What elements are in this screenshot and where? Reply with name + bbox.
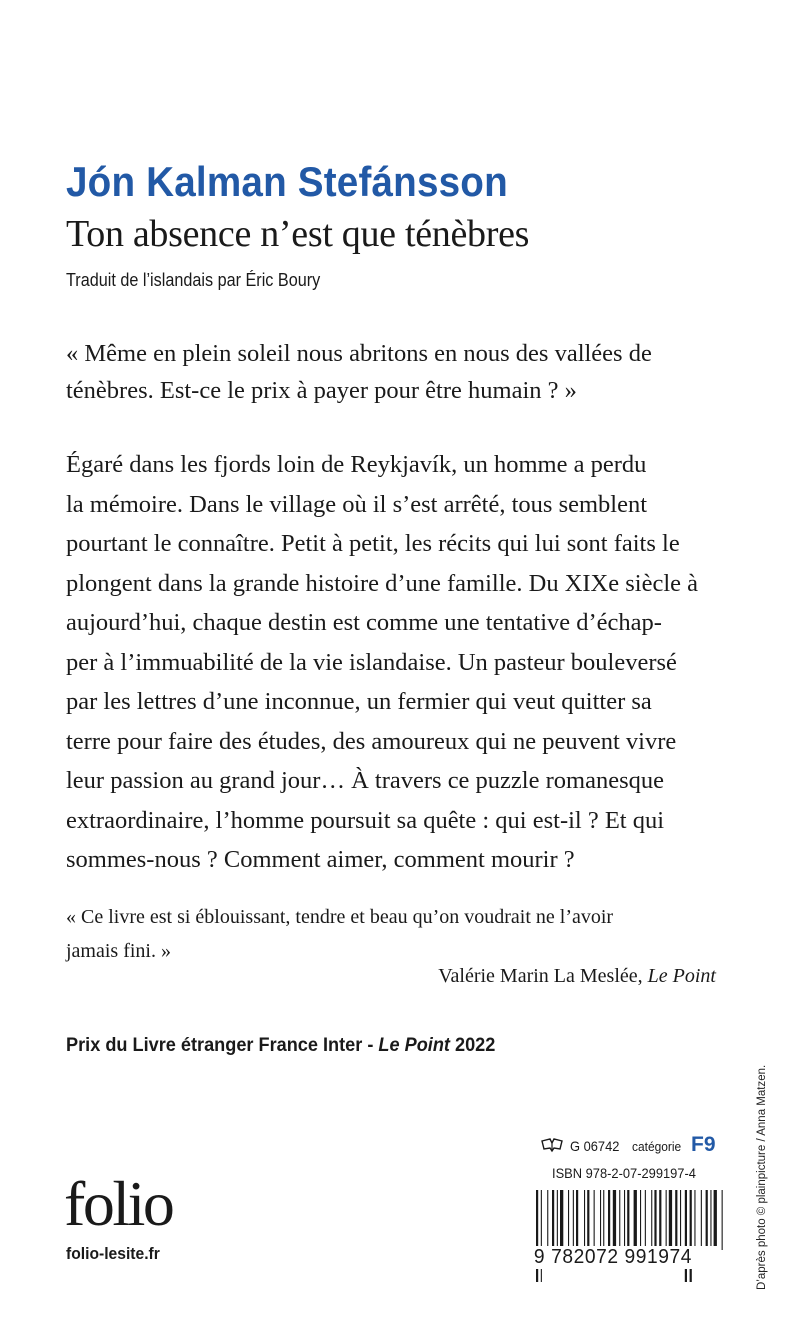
barcode-bar — [603, 1190, 604, 1250]
summary-line: terre pour faire des études, des amoureux qui ne peuvent vivre — [66, 727, 677, 755]
summary-line: sommes-nous ? Comment aimer, comment mourir ? — [66, 846, 575, 873]
barcode-bar — [669, 1190, 672, 1250]
barcode-bar — [557, 1190, 558, 1250]
barcode-bar — [722, 1190, 723, 1250]
prize-magazine: Le Point — [378, 1034, 450, 1056]
barcode-digits: 9 782072 991974 — [532, 1246, 720, 1269]
barcode-bar — [627, 1190, 629, 1250]
barcode-bar — [576, 1190, 578, 1250]
barcode-bar — [600, 1190, 601, 1250]
summary-line: plongent dans la grande histoire d’une famille. Du XIXe siècle à — [66, 569, 699, 597]
barcode-bar — [608, 1190, 610, 1250]
author-name: Jón Kalman Stefánsson — [66, 158, 508, 205]
barcode-bar — [568, 1190, 569, 1250]
barcode-bar — [547, 1190, 548, 1250]
summary-line: leur passion au grand jour… À travers ce puzzle romanesque — [66, 767, 664, 794]
barcode-bar — [552, 1190, 554, 1250]
epigraph-line: « Même en plein soleil nous abritons en nous des vallées de — [66, 340, 652, 367]
press-review — [66, 900, 736, 968]
barcode-bar — [573, 1190, 574, 1250]
price-category: F9 — [691, 1133, 716, 1156]
barcode-bar — [714, 1190, 717, 1250]
barcode-bar — [619, 1190, 620, 1250]
epigraph-quote — [66, 335, 726, 409]
barcode-bar — [666, 1190, 667, 1250]
summary-line: la mémoire. Dans le village où il s’est arrêté, tous semblent — [66, 490, 648, 518]
summary-line: aujourd’hui, chaque destin est comme une tentative d’échap- — [66, 609, 662, 636]
review-line: « Ce livre est si éblouissant, tendre et beau qu’on voudrait ne l’avoir — [66, 906, 614, 928]
barcode-bar — [594, 1190, 595, 1250]
barcode — [530, 1188, 730, 1286]
barcode-bar — [654, 1190, 656, 1250]
summary-line: per à l’immuabilité de la vie islandaise. Un pasteur bouleversé — [66, 648, 677, 676]
barcode-bar — [659, 1190, 661, 1250]
barcode-bar — [706, 1190, 708, 1250]
folio-logo: folio — [64, 1168, 173, 1239]
review-line: jamais fini. » — [66, 940, 171, 962]
publisher-website[interactable]: folio-lesite.fr — [66, 1244, 160, 1263]
epigraph-line: ténèbres. Est-ce le prix à payer pour être humain ? » — [66, 377, 577, 404]
summary-line: Égaré dans les fjords loin de Reykjavík, un homme a perdu — [66, 451, 647, 478]
barcode-bar — [584, 1190, 585, 1250]
catalog-code-row — [540, 1133, 720, 1159]
review-author: Valérie Marin La Meslée, — [438, 965, 648, 987]
barcode-bar — [710, 1190, 711, 1250]
photo-credit: D’après photo © plainpicture / Anna Matzen. — [756, 1064, 768, 1290]
barcode-bar — [694, 1190, 695, 1250]
prize-year: 2022 — [455, 1034, 496, 1056]
barcode-bar — [624, 1190, 625, 1250]
barcode-bar — [680, 1190, 681, 1250]
isbn: ISBN 978-2-07-299197-4 — [552, 1165, 696, 1181]
summary-line: extraordinaire, l’homme poursuit sa quête : qui est-il ? Et qui — [66, 806, 665, 834]
barcode-bar — [587, 1190, 589, 1250]
prize-line — [66, 1034, 495, 1057]
review-publication: Le Point — [647, 965, 716, 987]
open-book-icon — [540, 1137, 564, 1153]
summary-line: par les lettres d’une inconnue, un fermier qui veut quitter sa — [66, 688, 652, 715]
barcode-bar — [675, 1190, 677, 1250]
barcode-bar — [640, 1190, 641, 1250]
catalog-code: G 06742 — [570, 1138, 620, 1154]
prize-text: Prix du Livre étranger France Inter - — [66, 1034, 379, 1056]
barcode-bar — [645, 1190, 646, 1250]
barcode-bar — [701, 1190, 702, 1250]
barcode-bar — [560, 1190, 563, 1250]
barcode-bar — [651, 1190, 652, 1250]
summary-line: pourtant le connaître. Petit à petit, les récits qui lui sont faits le — [66, 530, 680, 557]
category-label: catégorie — [632, 1139, 682, 1154]
translator-credit: Traduit de l’islandais par Éric Boury — [66, 270, 321, 290]
review-source — [438, 965, 716, 988]
barcode-bar — [613, 1190, 616, 1250]
book-title: Ton absence n’est que ténèbres — [66, 213, 530, 255]
book-summary — [66, 445, 736, 880]
barcode-bar — [634, 1190, 637, 1250]
